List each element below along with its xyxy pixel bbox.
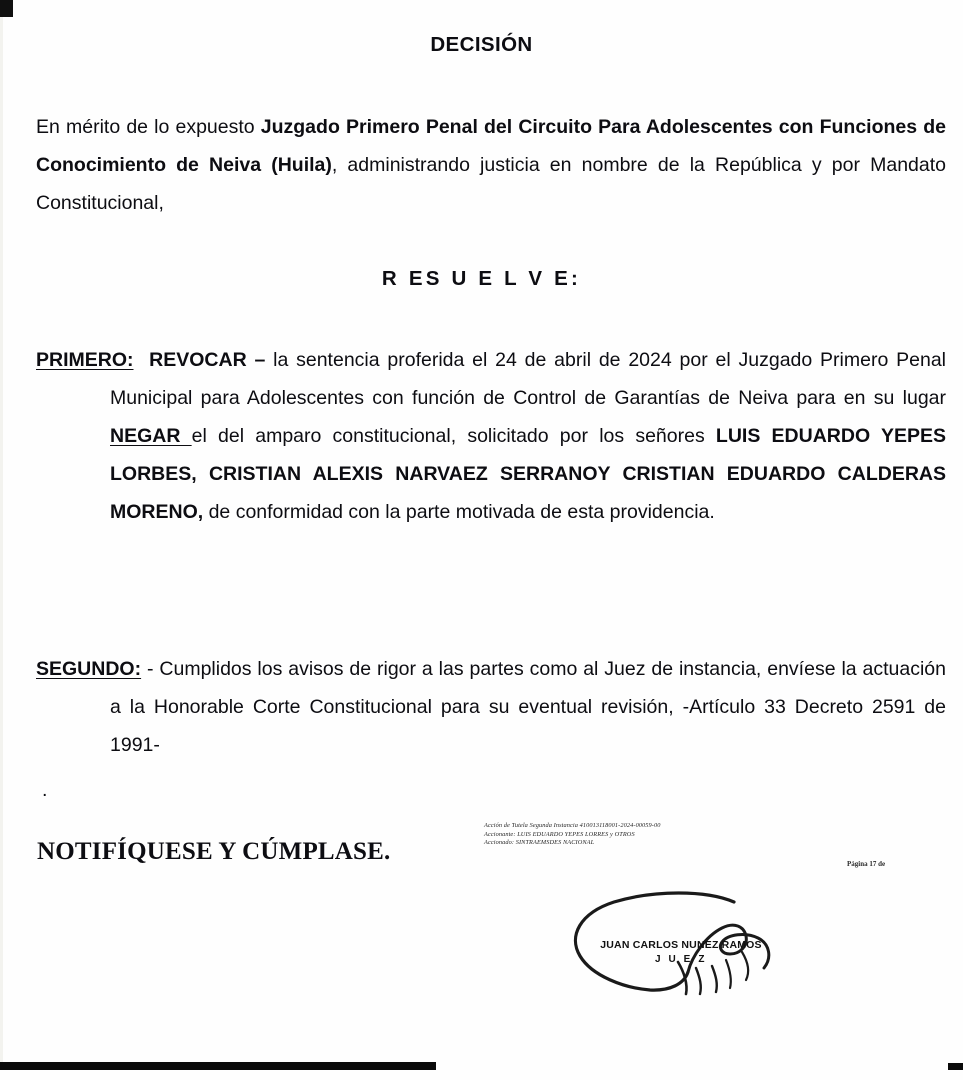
segundo-text: - Cumplidos los avisos de rigor a las partes como al Juez de instancia, envíese la actuación a la Honorable Corte Constitucional para su eventual revisión, -Artículo 33 Decreto 2591 de 1991- (110, 658, 946, 756)
case-meta-line-1: Acción de Tutela Segunda Instancia 410013118001-2024-00059-00 (484, 822, 661, 829)
scan-bottom-bar-right-artifact (948, 1063, 963, 1070)
primero-text-1: la sentencia proferida el 24 de abril de 2024 por el Juzgado Primero Penal Municipal para Adolescentes con función de Control de Garantías de Neiva para en su lugar (110, 349, 947, 409)
primero-text-2: el del amparo constitucional, solicitado por los señores (191, 425, 716, 447)
ordinal-label-segundo: SEGUNDO: (36, 658, 142, 680)
page-number: Página 17 de (847, 860, 886, 868)
page-title: DECISIÓN (430, 33, 533, 56)
primero-negar: NEGAR (110, 425, 192, 447)
spacer-primero (134, 349, 150, 371)
scan-left-edge-artifact (0, 17, 3, 1062)
case-meta-line-3: Accionado: SINTRAEMSDES NACIONAL (484, 839, 595, 847)
paragraph-segundo (36, 650, 946, 764)
merito-court-name: Juzgado Primero Penal del Circuito Para Adolescentes con Funciones de Conocimiento de Neiva (Huila) (36, 116, 946, 176)
case-metadata-block (484, 822, 661, 848)
primero-action: REVOCAR – (149, 349, 266, 371)
paragraph-merito (36, 108, 946, 222)
case-meta-line-2: Accionante: LUIS EDUARDO YEPES LORRES y OTROS (484, 830, 635, 838)
primero-text-3: de conformidad con la parte motivada de esta providencia. (203, 501, 715, 523)
ordinal-label-primero: PRIMERO: (36, 349, 134, 371)
stray-period: . (42, 779, 48, 801)
merito-lead: En mérito de lo expuesto (36, 116, 261, 138)
signer-name: JUAN CARLOS NUNEZ RAMOS (600, 939, 762, 951)
section-heading-resuelve: R ES U E L V E: (381, 267, 582, 290)
signature-block (566, 888, 796, 1000)
primero-names: LUIS EDUARDO YEPES LORBES, CRISTIAN ALEXIS NARVAEZ SERRANOY CRISTIAN EDUARDO CALDERAS MORENO, (110, 425, 946, 523)
scan-bottom-bar-artifact (0, 1062, 436, 1070)
scan-corner-artifact (0, 0, 13, 17)
merito-tail: , administrando justicia en nombre de la República y por Mandato Constitucional, (36, 154, 946, 214)
signer-role: J U E Z (654, 954, 708, 965)
paragraph-primero (36, 341, 946, 531)
notify-statement: NOTIFÍQUESE Y CÚMPLASE. (37, 838, 391, 865)
